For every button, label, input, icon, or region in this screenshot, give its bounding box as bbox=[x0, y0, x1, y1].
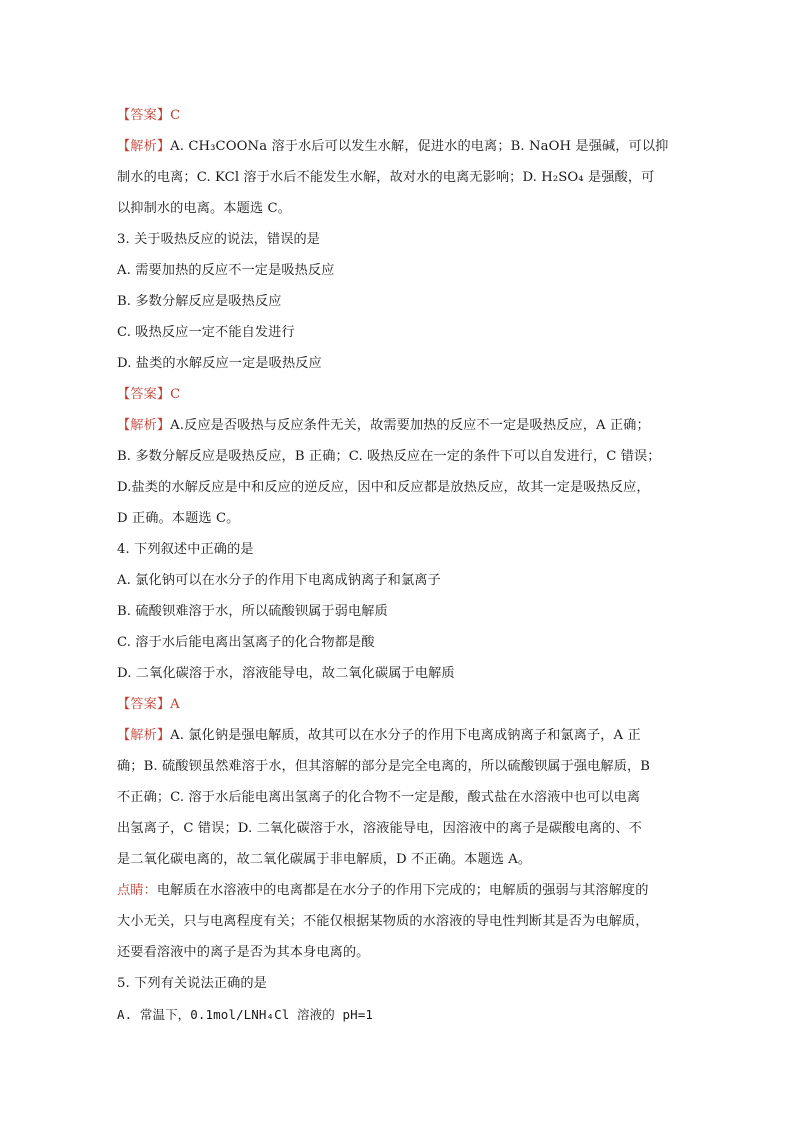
analysis-label: 【解析】 bbox=[117, 139, 171, 154]
q4-answer: A bbox=[170, 697, 180, 712]
document-content bbox=[117, 100, 677, 1030]
q3-analysis-line-1 bbox=[117, 410, 677, 441]
q2-answer: C bbox=[170, 108, 181, 123]
q4-analysis-line-1 bbox=[117, 720, 677, 751]
q2-analysis-line-3: 以抑制水的电离。本题选 C。 bbox=[117, 201, 291, 216]
q4-option-d: D. 二氧化碳溶于水，溶液能导电，故二氧化碳属于电解质 bbox=[117, 666, 455, 681]
q2-answer-line bbox=[117, 100, 677, 131]
q3-analysis-line-2: B. 多数分解反应是吸热反应，B 正确；C. 吸热反应在一定的条件下可以自发进行，C 错误； bbox=[117, 449, 661, 464]
q2-analysis-line-1 bbox=[117, 131, 677, 162]
q2-analysis-line-2: 制水的电离；C. KCl 溶于水后不能发生水解，故对水的电离无影响；D. H₂SO₄ 是强酸，可 bbox=[117, 170, 655, 185]
q3-option-b: B. 多数分解反应是吸热反应 bbox=[117, 294, 282, 309]
q3-stem: 3. 关于吸热反应的说法，错误的是 bbox=[117, 232, 321, 247]
q3-option-a: A. 需要加热的反应不一定是吸热反应 bbox=[117, 263, 335, 278]
q4-option-b: B. 硫酸钡难溶于水，所以硫酸钡属于弱电解质 bbox=[117, 604, 388, 619]
q4-note-line-3: 还要看溶液中的离子是否为其本身电离的。 bbox=[117, 945, 370, 960]
q5-option-a: A. 常温下，0.1mol/LNH₄Cl 溶液的 pH=1 bbox=[117, 1007, 373, 1022]
note-label: 点睛： bbox=[117, 883, 157, 898]
q4-note-line-1 bbox=[117, 875, 677, 906]
q4-analysis-line-5: 是二氧化碳电离的，故二氧化碳属于非电解质，D 不正确。本题选 A。 bbox=[117, 852, 532, 867]
q4-note-line-2: 大小无关，只与电离程度有关；不能仅根据某物质的水溶液的导电性判断其是否为电解质， bbox=[117, 914, 649, 929]
q4-analysis-line-2: 确；B. 硫酸钡虽然难溶于水，但其溶解的部分是完全电离的，所以硫酸钡属于强电解质，B bbox=[117, 759, 651, 774]
q3-analysis-line-4: D 正确。本题选 C。 bbox=[117, 511, 240, 526]
q4-stem: 4. 下列叙述中正确的是 bbox=[117, 542, 254, 557]
q5-stem: 5. 下列有关说法正确的是 bbox=[117, 976, 267, 991]
analysis-label: 【解析】 bbox=[117, 418, 171, 433]
q4-option-a: A. 氯化钠可以在水分子的作用下电离成钠离子和氯离子 bbox=[117, 573, 441, 588]
q3-answer-line bbox=[117, 379, 677, 410]
answer-label: 【答案】 bbox=[117, 108, 171, 123]
analysis-label: 【解析】 bbox=[117, 728, 171, 743]
q4-analysis-line-3: 不正确；C. 溶于水后能电离出氢离子的化合物不一定是酸，酸式盐在水溶液中也可以电离 bbox=[117, 790, 641, 805]
q3-answer: C bbox=[170, 387, 181, 402]
q3-option-d: D. 盐类的水解反应一定是吸热反应 bbox=[117, 356, 322, 371]
q3-analysis-text: A.反应是否吸热与反应条件无关，故需要加热的反应不一定是吸热反应，A 正确； bbox=[170, 418, 650, 433]
answer-label: 【答案】 bbox=[117, 387, 171, 402]
q4-option-c: C. 溶于水后能电离出氢离子的化合物都是酸 bbox=[117, 635, 375, 650]
q4-analysis-line-4: 出氢离子，C 错误；D. 二氧化碳溶于水，溶液能导电，因溶液中的离子是碳酸电离的、不 bbox=[117, 821, 642, 836]
q4-answer-line bbox=[117, 689, 677, 720]
q2-analysis-text: A. CH₃COONa 溶于水后可以发生水解，促进水的电离；B. NaOH 是强碱，可以抑 bbox=[170, 139, 669, 154]
q4-note-text: 电解质在水溶液中的电离都是在水分子的作用下完成的；电解质的强弱与其溶解度的 bbox=[156, 883, 649, 898]
q3-option-c: C. 吸热反应一定不能自发进行 bbox=[117, 325, 295, 340]
answer-label: 【答案】 bbox=[117, 697, 171, 712]
q3-analysis-line-3: D.盐类的水解反应是中和反应的逆反应，因中和反应都是放热反应，故其一定是吸热反应， bbox=[117, 480, 650, 495]
q4-analysis-text: A. 氯化钠是强电解质，故其可以在水分子的作用下电离成钠离子和氯离子，A 正 bbox=[170, 728, 641, 743]
